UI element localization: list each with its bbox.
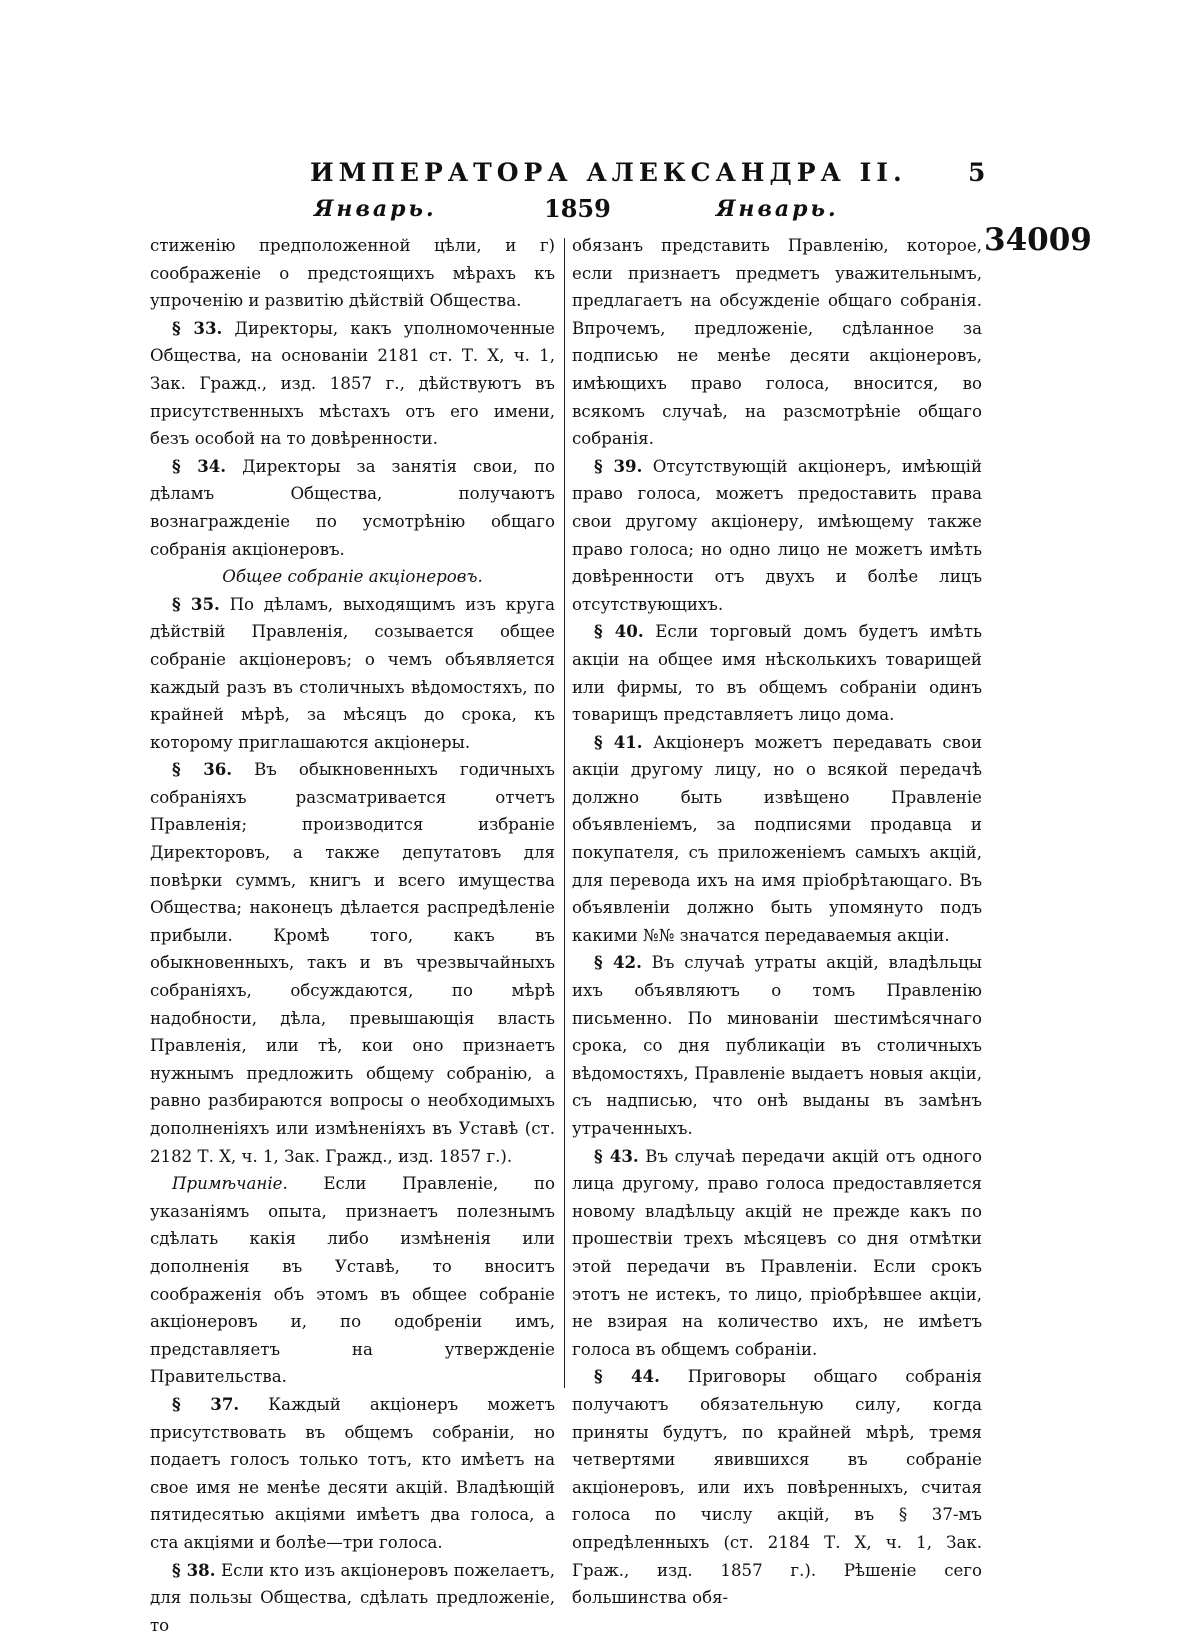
paragraph-note xyxy=(150,1170,555,1391)
paragraph-text: По дѣламъ, выходящимъ изъ круга дѣйствій Правленія, созывается общее собраніе акціонеровъ; о чемъ объявляется каждый разъ въ столичныхъ вѣдомостяхъ, по крайней мѣрѣ, за мѣсяцъ до срока, къ которому приглашаются акціонеры. xyxy=(150,595,555,752)
note-label: Примѣчаніе. xyxy=(172,1174,288,1193)
right-column xyxy=(572,232,982,1612)
paragraph-text: Въ обыкновенныхъ годичныхъ собраніяхъ разсматривается отчетъ Правленія; производится избраніе Директоровъ, а также депутатовъ для повѣрки суммъ, книгъ и всего имущества Общества; наконецъ дѣлается распредѣленіе прибыли. Кромѣ того, какъ въ обыкновенныхъ, такъ и въ чрезвычайныхъ собраніяхъ, обсуждаются, по мѣрѣ надобности, дѣла, превышающія власть Правленія, или тѣ, кои оно признаетъ нужнымъ предложить общему собранію, а равно разбираются вопросы о необходимыхъ дополненіяхъ или измѣненіяхъ въ Уставѣ (ст. 2182 Т. X, ч. 1, Зак. Гражд., изд. 1857 г.). xyxy=(150,760,555,1165)
column-divider xyxy=(564,238,565,1388)
paragraph-continuation xyxy=(572,232,982,453)
page-number: 5 xyxy=(968,158,985,187)
paragraph-text: Если кто изъ акціонеровъ пожелаетъ, для пользы Общества, сдѣлать предложеніе, то xyxy=(150,1561,555,1635)
year: 1859 xyxy=(544,194,611,223)
left-column xyxy=(150,232,555,1639)
paragraph-text: обязанъ представить Правленію, которое, если признаетъ предметъ уважительнымъ, предлагаетъ на обсужденіе общаго собранія. Впрочемъ, предложеніе, сдѣланное за подписью не менѣе десяти акціонеровъ, имѣющихъ право голоса, вносится, во всякомъ случаѣ, на разсмотрѣніе общаго собранія. xyxy=(572,236,982,448)
paragraph-text: Въ случаѣ утраты акцій, владѣльцы ихъ объявляютъ о томъ Правленію письменно. По минованіи шестимѣсячнаго срока, со дня публикаціи въ столичныхъ вѣдомостяхъ, Правленіе выдаетъ новыя акціи, съ надписью, что онѣ выданы въ замѣнъ утраченныхъ. xyxy=(572,953,982,1138)
section-number: § 35. xyxy=(172,594,220,614)
section-number: § 44. xyxy=(594,1366,660,1386)
paragraph-text: Директоры за занятія свои, по дѣламъ Общества, получаютъ вознагражденіе по усмотрѣнію общаго собранія акціонеровъ. xyxy=(150,457,555,559)
paragraph-text: Директоры, какъ уполномоченные Общества, на основаніи 2181 ст. Т. X, ч. 1, Зак. Гражд., изд. 1857 г., дѣйствуютъ въ присутственныхъ мѣстахъ отъ его имени, безъ особой на то довѣренности. xyxy=(150,319,555,448)
section-number: § 42. xyxy=(594,952,642,972)
section-number: § 39. xyxy=(594,456,642,476)
paragraph-section-44 xyxy=(572,1363,982,1611)
paragraph-text: Если торговый домъ будетъ имѣть акціи на общее имя нѣсколькихъ товарищей или фирмы, то въ общемъ собраніи одинъ товарищъ представляетъ лицо дома. xyxy=(572,622,982,724)
section-number: § 38. xyxy=(172,1560,216,1580)
section-number: § 34. xyxy=(172,456,226,476)
month-right: Январь. xyxy=(716,196,839,222)
paragraph-section-33 xyxy=(150,315,555,453)
paragraph-text: Отсутствующій акціонеръ, имѣющій право голоса, можетъ предоставить права свои другому акціонеру, имѣющему также право голоса; но одно лицо не можетъ имѣть довѣренности отъ двухъ и болѣе лицъ отсутствующихъ. xyxy=(572,457,982,614)
paragraph-section-41 xyxy=(572,729,982,950)
section-number: § 33. xyxy=(172,318,222,338)
section-number: § 41. xyxy=(594,732,643,752)
paragraph-section-42 xyxy=(572,949,982,1142)
paragraph-section-37 xyxy=(150,1391,555,1557)
paragraph-section-38 xyxy=(150,1557,555,1639)
section-number: § 36. xyxy=(172,759,232,779)
section-number: § 37. xyxy=(172,1394,239,1414)
paragraph-text: Если Правленіе, по указаніямъ опыта, признаетъ полезнымъ сдѣлать какія либо измѣненія или дополненія въ Уставѣ, то вноситъ соображенія объ этомъ въ общее собраніе акціонеровъ и, по одобреніи имъ, представляетъ на утвержденіе Правительства. xyxy=(150,1174,555,1386)
paragraph-text: Акціонеръ можетъ передавать свои акціи другому лицу, но о всякой передачѣ должно быть извѣщено Правленіе объявленіемъ, за подписями продавца и покупателя, съ приложеніемъ самыхъ акцій, для перевода ихъ на имя пріобрѣтающаго. Въ объявленіи должно быть упомянуто подъ какими №№ значатся передаваемыя акціи. xyxy=(572,733,982,945)
paragraph-section-39 xyxy=(572,453,982,619)
month-left: Январь. xyxy=(314,196,437,222)
paragraph-section-35 xyxy=(150,591,555,757)
paragraph-section-40 xyxy=(572,618,982,728)
paragraph-text: Приговоры общаго собранія получаютъ обязательную силу, когда приняты будутъ, по крайней мѣрѣ, тремя четвертями явившихся въ собраніе акціонеровъ, или ихъ повѣренныхъ, считая голоса по числу акцій, въ § 37-мъ опредѣленныхъ (ст. 2184 Т. X, ч. 1, Зак. Граж., изд. 1857 г.). Рѣшеніе сего большинства обя- xyxy=(572,1367,982,1607)
law-number: 34009 xyxy=(984,222,1092,258)
section-number: § 43. xyxy=(594,1146,639,1166)
paragraph-text: Въ случаѣ передачи акцій отъ одного лица другому, право голоса предоставляется новому владѣльцу акцій не прежде какъ по прошествіи трехъ мѣсяцевъ со дня отмѣтки этой передачи въ Правленіи. Если срокъ этотъ не истекъ, то лицо, пріобрѣвшее акціи, не взирая на количество ихъ, не имѣетъ голоса въ общемъ собраніи. xyxy=(572,1147,982,1359)
running-header-title: ИМПЕРАТОРА АЛЕКСАНДРА II. xyxy=(310,158,907,187)
paragraph-section-34 xyxy=(150,453,555,563)
paragraph-text: стиженію предположенной цѣли, и г) соображеніе о предстоящихъ мѣрахъ къ упроченію и развитію дѣйствій Общества. xyxy=(150,236,555,310)
paragraph-text: Каждый акціонеръ можетъ присутствовать въ общемъ собраніи, но подаетъ голосъ только тотъ, кто имѣетъ на свое имя не менѣе десяти акцій. Владѣющій пятидесятью акціями имѣетъ два голоса, а ста акціями и болѣе—три голоса. xyxy=(150,1395,555,1552)
paragraph-section-36 xyxy=(150,756,555,1170)
paragraph-continuation xyxy=(150,232,555,315)
paragraph-section-43 xyxy=(572,1143,982,1364)
section-heading: Общее собраніе акціонеровъ. xyxy=(150,563,555,591)
section-number: § 40. xyxy=(594,621,644,641)
